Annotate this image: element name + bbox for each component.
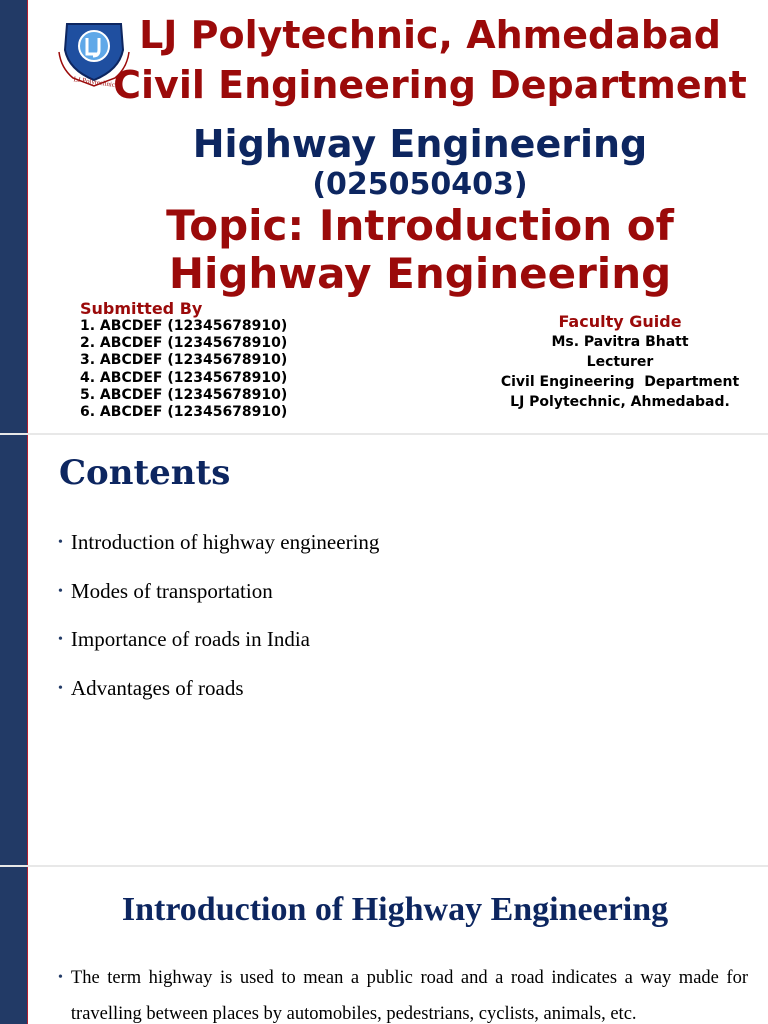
left-accent-bar — [0, 435, 28, 865]
department-title: Civil Engineering Department — [113, 63, 747, 107]
list-item — [58, 676, 379, 725]
submitted-by-label: Submitted By — [80, 299, 203, 318]
contents-heading: Contents — [59, 453, 231, 493]
faculty-guide-label: Faculty Guide — [558, 312, 682, 331]
logo-text: LJ Polytechnic — [73, 75, 116, 89]
faculty-department: Civil Engineering Department — [500, 374, 740, 390]
student-entry: 5. ABCDEF (12345678910) — [80, 386, 288, 403]
bullet-icon: • — [58, 632, 63, 647]
list-item-text: Importance of roads in India — [70, 627, 310, 651]
bullet-icon: • — [58, 970, 63, 985]
faculty-institute: LJ Polytechnic, Ahmedabad. — [510, 394, 730, 410]
faculty-designation: Lecturer — [586, 354, 654, 370]
institute-title: LJ Polytechnic, Ahmedabad — [139, 13, 721, 57]
topic-line-1: Topic: Introduction of — [166, 201, 674, 250]
title-slide — [0, 0, 768, 433]
introduction-slide — [0, 867, 768, 1024]
bullet-icon: • — [58, 535, 63, 550]
faculty-name: Ms. Pavitra Bhatt — [551, 334, 689, 350]
list-item — [58, 530, 379, 579]
introduction-heading: Introduction of Highway Engineering — [121, 891, 669, 928]
faculty-guide-block — [480, 312, 760, 412]
student-entry: 1. ABCDEF (12345678910) — [80, 318, 288, 334]
topic-title — [80, 202, 760, 298]
contents-list — [58, 530, 379, 724]
bullet-icon: • — [58, 680, 63, 696]
student-entry: 3. ABCDEF (12345678910) — [80, 352, 288, 369]
submitted-by-block — [80, 300, 287, 421]
student-entry: 4. ABCDEF (12345678910) — [80, 369, 288, 386]
topic-line-2: Highway Engineering — [168, 249, 672, 298]
student-entry: 6. ABCDEF (12345678910) — [80, 404, 288, 421]
list-item-text: Advantages of roads — [70, 675, 244, 700]
list-item — [58, 579, 379, 628]
student-entry: 2. ABCDEF (12345678910) — [80, 335, 288, 352]
list-item-text: Modes of transportation — [70, 578, 273, 603]
left-accent-bar — [0, 0, 28, 433]
introduction-paragraph — [58, 960, 748, 1024]
subject-code: (025050403) — [312, 167, 528, 202]
list-item-text: Introduction of highway engineering — [70, 530, 380, 554]
contents-slide — [0, 435, 768, 865]
paragraph-text: The term highway is used to mean a public road and a road indicates a way made for travelling between places by automobiles, pedestrians, cyclists, animals, etc. — [70, 968, 748, 1024]
subject-title: Highway Engineering — [192, 122, 648, 166]
bullet-icon: • — [58, 583, 63, 599]
list-item — [58, 627, 379, 676]
